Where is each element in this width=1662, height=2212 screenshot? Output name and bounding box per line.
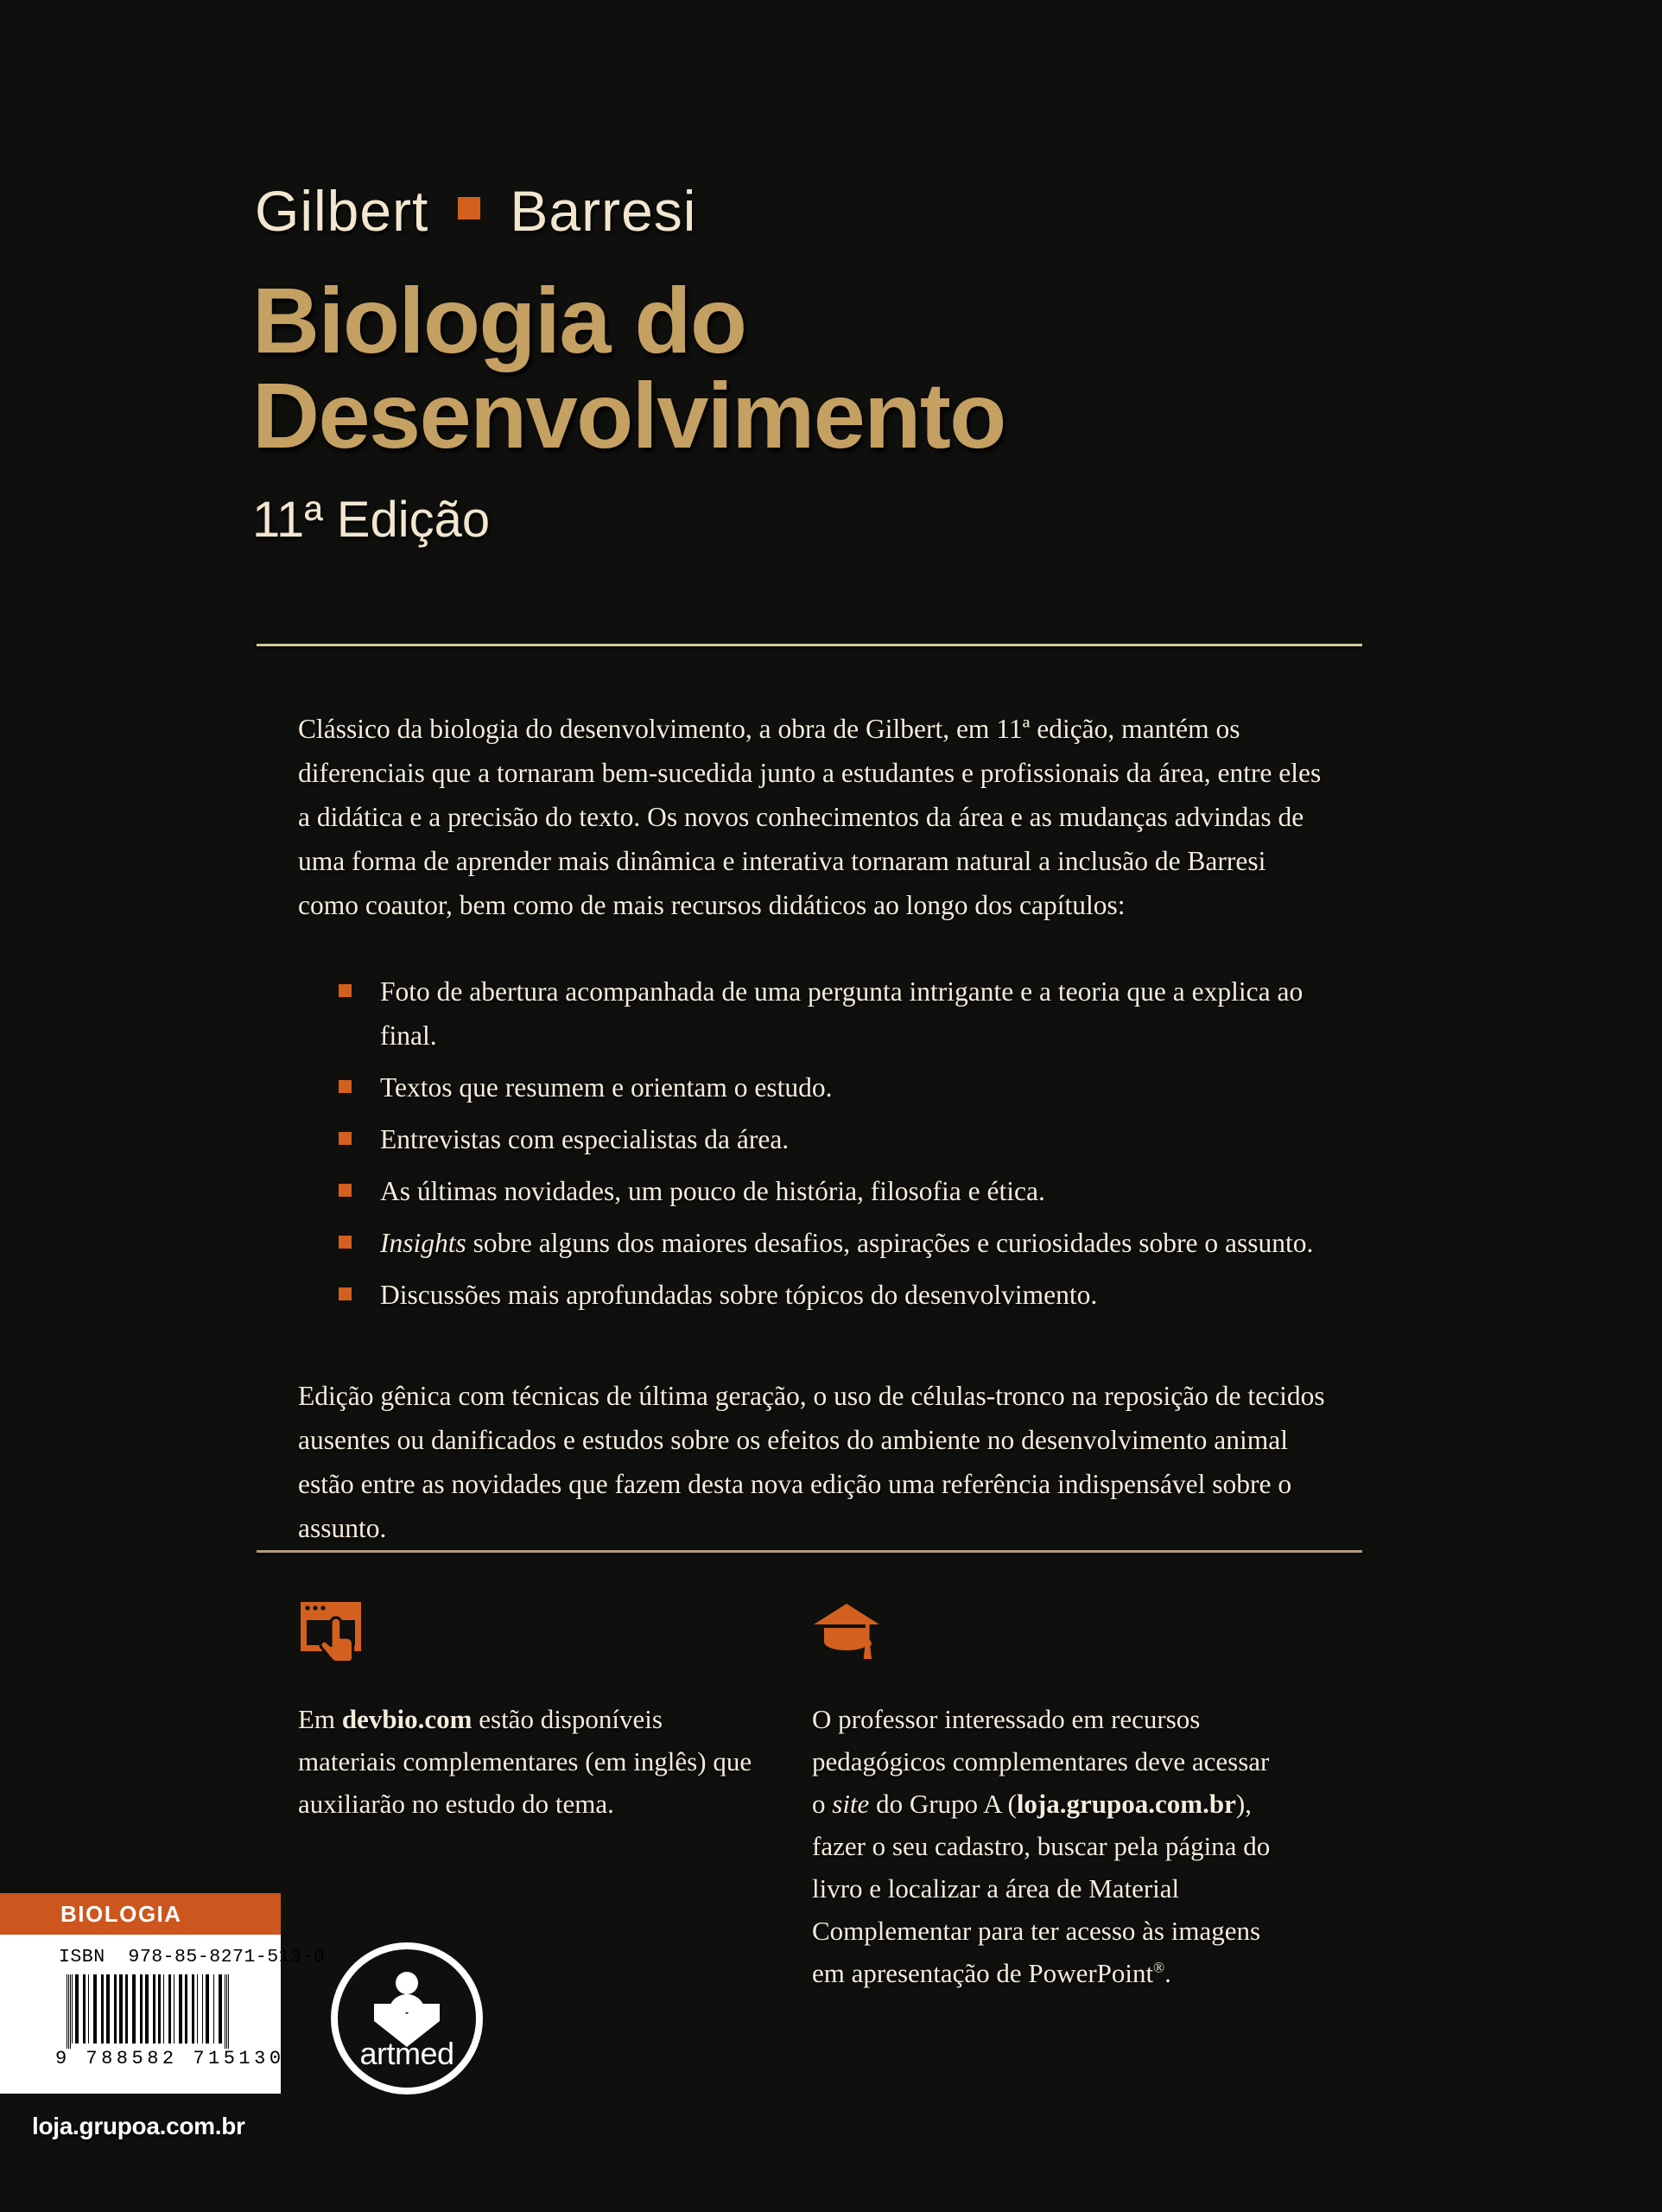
list-item-text: Discussões mais aprofundadas sobre tópicos do desenvolvimento. [380, 1280, 1098, 1311]
barcode-digits: 9 788582 715130 [55, 2048, 285, 2069]
feature-list [298, 969, 1335, 1325]
barcode-card [0, 1935, 326, 2094]
divider-top [257, 644, 1362, 646]
bullet-square-icon [339, 984, 352, 997]
registered-mark: ® [1153, 1959, 1165, 1976]
list-item [298, 1169, 1335, 1213]
edition-label: 11ª Edição [252, 492, 491, 548]
intro-paragraph: Clássico da biologia do desenvolvimento, a obra de Gilbert, em 11ª edição, mantém os diferenciais que a tornaram bem-sucedida junto a estudantes e profissionais da área, entre eles a didática e a precisão do texto. Os novos conhecimentos da área e as mudanças advindas de uma forma de aprender mais dinâmica e interativa tornaram natural a inclusão de Barresi como coautor, bem como de mais recursos didáticos ao longo dos capítulos: [298, 713, 1322, 920]
grupoa-site-link[interactable]: loja.grupoa.com.br [1016, 1788, 1236, 1819]
svg-text:artmed: artmed [359, 2036, 454, 2071]
list-item [298, 1117, 1335, 1161]
instructor-resources-block [812, 1597, 1278, 1995]
isbn-label: ISBN [59, 1947, 105, 1967]
instructor-text-emphasis: site [832, 1788, 870, 1819]
instructor-text-part4: . [1164, 1957, 1171, 1988]
title-line-2: Desenvolvimento [252, 363, 1005, 468]
list-item-text: As últimas novidades, um pouco de história, filosofia e ética. [380, 1176, 1045, 1207]
isbn-text [59, 1947, 325, 1967]
instructor-text-part1: O professor interessado em recursos pedagógicos complementares deve acessar o [812, 1704, 1270, 1819]
title-line-1: Biologia do [252, 268, 746, 372]
list-item-text: Entrevistas com especialistas da área. [380, 1124, 790, 1155]
list-item [298, 1221, 1335, 1265]
browser-click-icon [298, 1597, 764, 1668]
bullet-square-icon [339, 1080, 352, 1093]
student-resources-text [298, 1699, 764, 1826]
student-text-after: estão disponíveis materiais complementares (em inglês) que auxiliarão no estudo do tema. [298, 1704, 752, 1819]
status-badge [0, 1893, 281, 1935]
list-item-text: Foto de abertura acompanhada de uma pergunta intrigante e a teoria que a explica ao final. [380, 976, 1304, 1052]
divider-bottom [257, 1550, 1362, 1553]
list-item [298, 1273, 1335, 1317]
list-item-text: sobre alguns dos maiores desafios, aspirações e curiosidades sobre o assunto. [466, 1228, 1314, 1259]
author-first-name: Gilbert [255, 179, 429, 243]
student-resources-block [298, 1597, 764, 1826]
store-url-label: loja.grupoa.com.br [32, 2113, 245, 2139]
bullet-square-icon [339, 1184, 352, 1197]
subject-tag-label: BIOLOGIA [60, 1900, 182, 1927]
list-item [298, 969, 1335, 1058]
instructor-text-part2: do Grupo A ( [869, 1788, 1017, 1819]
barcode-bars [67, 1974, 250, 2049]
bullet-square-icon [339, 1132, 352, 1145]
page-title [252, 268, 1392, 468]
instructor-text-part3: ), fazer o seu cadastro, buscar pela página do livro e localizar a área de Material Complementar para ter acesso às imagens em apresentação de PowerPoint [812, 1788, 1271, 1988]
list-item [298, 1065, 1335, 1109]
orange-square-icon [458, 197, 480, 219]
bullet-square-icon [339, 1287, 352, 1300]
devbio-site-link[interactable]: devbio.com [341, 1704, 473, 1734]
isbn-number: 978-85-8271-513-0 [128, 1947, 326, 1967]
outro-paragraph: Edição gênica com técnicas de última geração, o uso de células-tronco na reposição de tecidos ausentes ou danificados e estudos sobre os efeitos do ambiente no desenvolvimento animal estão entre as novidades que fazem desta nova edição uma referência indispensável sobre o assunto. [298, 1380, 1325, 1543]
list-item-text: Textos que resumem e orientam o estudo. [380, 1072, 833, 1103]
list-item-emphasis: Insights [380, 1228, 466, 1259]
author-second-name: Barresi [510, 179, 697, 243]
instructor-resources-text [812, 1699, 1278, 1995]
graduation-cap-icon [812, 1597, 1278, 1668]
student-text-before: Em [298, 1704, 342, 1734]
bullet-square-icon [339, 1236, 352, 1249]
authors-line [255, 178, 696, 244]
publisher-logo [327, 1938, 487, 2099]
